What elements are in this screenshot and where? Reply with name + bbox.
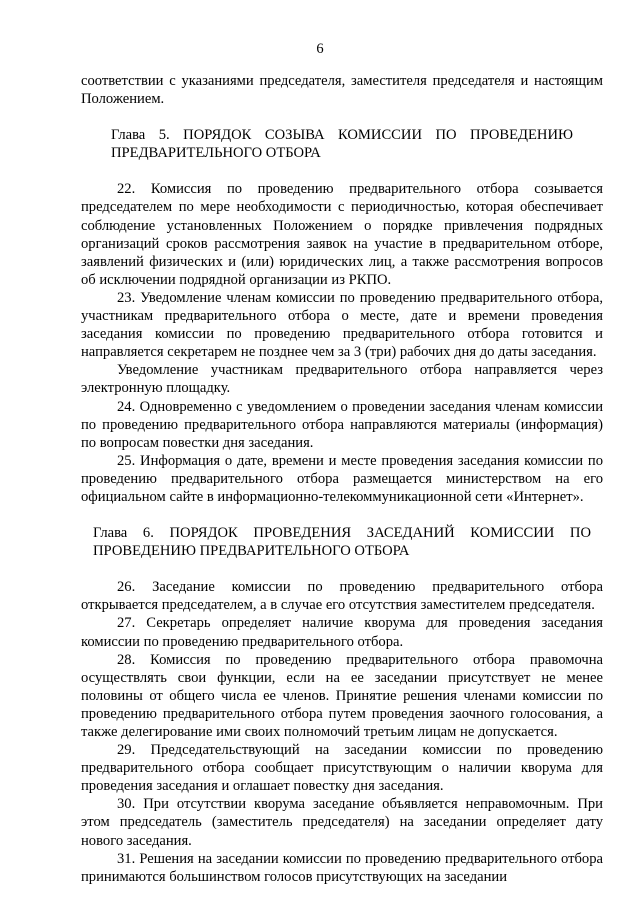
paragraph-26: 26. Заседание комиссии по проведению предварительного отбора открывается председателем, а в случае его отсутствия заместителем председателя.	[81, 579, 603, 614]
paragraph-29: 29. Председательствующий на заседании комиссии по проведению предварительного отбора сообщает присутствующим о наличии кворума для проведения заседания и оглашает повестку дня заседания.	[81, 742, 603, 795]
paragraph-25: 25. Информация о дате, времени и месте проведения заседания комиссии по проведению предварительного отбора размещается министерством на его официальном сайте в информационно-телекоммуникационной сети «Интернет».	[81, 452, 603, 505]
intro-paragraph: соответствии с указаниями председателя, заместителя председателя и настоящим Положением.	[81, 73, 603, 108]
paragraph-22: 22. Комиссия по проведению предварительного отбора созывается председателем по мере необходимости с периодичностью, которая обеспечивает соблюдение установленных Положением о порядке привлечения подрядных организаций сроков рассмотрения заявок на участие в предварительном отборе, заявлений физических и (или) юридических лиц, а также рассмотрения вопросов об исключении подрядной организации из РКПО.	[81, 181, 603, 288]
chapter5-title: Глава 5. ПОРЯДОК СОЗЫВА КОМИССИИ ПО ПРОВЕДЕНИЮ ПРЕДВАРИТЕЛЬНОГО ОТБОРА	[111, 127, 573, 162]
paragraph-23-note: Уведомление участникам предварительного отбора направляется через электронную площадку.	[81, 362, 603, 397]
paragraph-27: 27. Секретарь определяет наличие кворума для проведения заседания комиссии по проведению предварительного отбора.	[81, 615, 603, 650]
paragraph-31: 31. Решения на заседании комиссии по проведению предварительного отбора принимаются большинством голосов присутствующих на заседании	[81, 850, 603, 885]
document-body	[81, 72, 603, 886]
paragraph-23: 23. Уведомление членам комиссии по проведению предварительного отбора, участникам предварительного отбора о месте, дате и времени проведения заседания комиссии по проведению предварительного отбора готовится и направляется секретарем не позднее чем за 3 (три) рабочих дня до даты заседания.	[81, 289, 603, 361]
chapter6-title: Глава 6. ПОРЯДОК ПРОВЕДЕНИЯ ЗАСЕДАНИЙ КОМИССИИ ПО ПРОВЕДЕНИЮ ПРЕДВАРИТЕЛЬНОГО ОТБОРА	[93, 525, 591, 560]
paragraph-24: 24. Одновременно с уведомлением о проведении заседания членам комиссии по проведению предварительного отбора направляются материалы (информация) по вопросам повестки дня заседания.	[81, 398, 603, 451]
paragraph-28: 28. Комиссия по проведению предварительного отбора правомочна осуществлять свои функции, если на ее заседании присутствует не менее половины от общего числа ее членов. Принятие решения членами комиссии по проведению предварительного отбора путем проведения заочного голосования, а также делегирование ими своих полномочий третьим лицам не допускается.	[81, 651, 603, 740]
page-number: 6	[316, 41, 324, 57]
paragraph-30: 30. При отсутствии кворума заседание объявляется неправомочным. При этом председатель (заместитель председателя) на заседании определяет дату нового заседания.	[81, 796, 603, 849]
